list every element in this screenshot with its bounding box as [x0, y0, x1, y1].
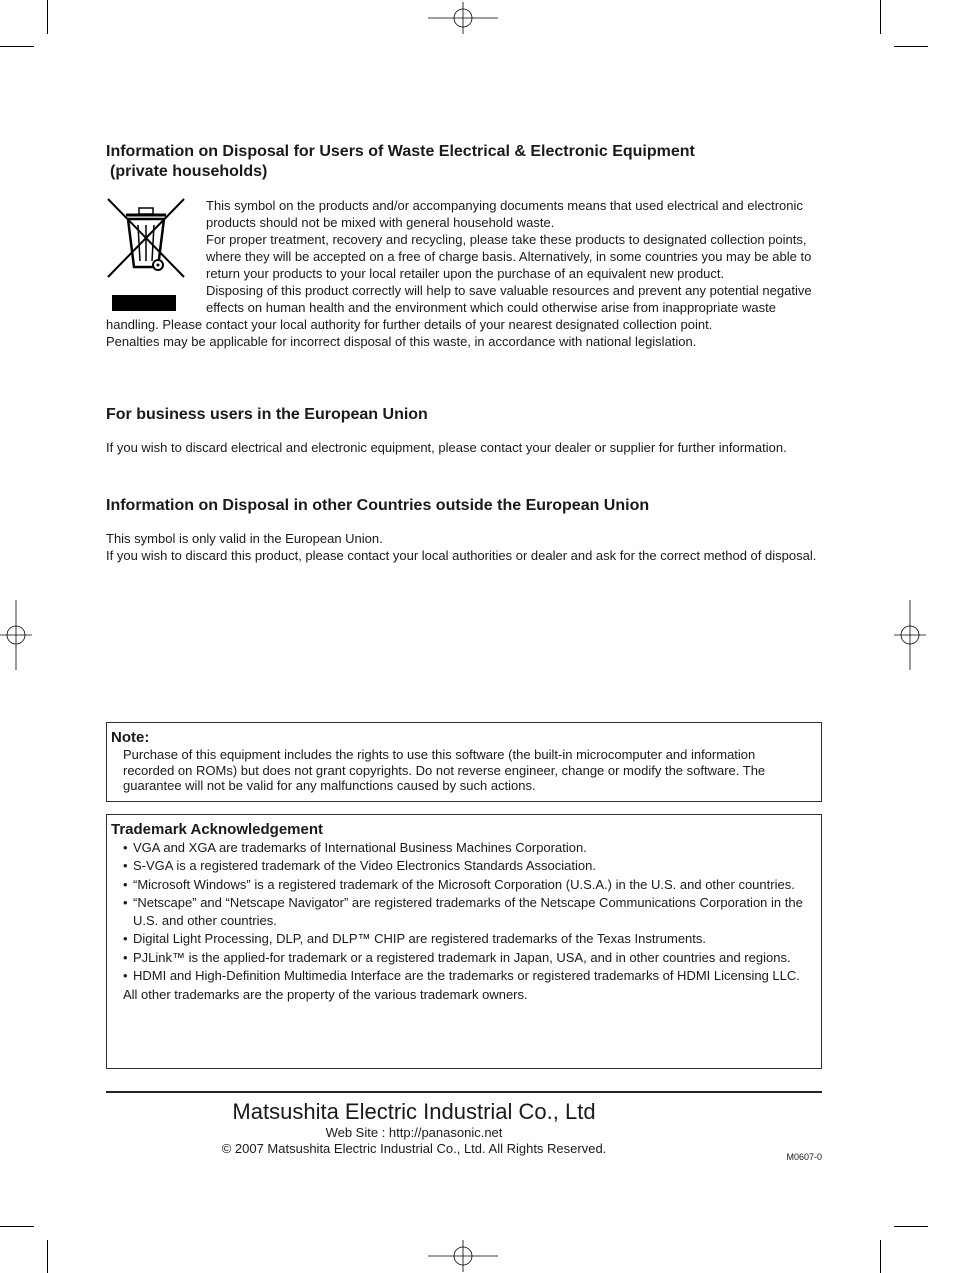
crop-mark — [0, 46, 34, 47]
trademark-box — [106, 814, 822, 1069]
disposal-paragraph: Penalties may be applicable for incorrect disposal of this waste, in accordance with national legislation. — [106, 334, 697, 349]
document-code: M0607-0 — [786, 1152, 822, 1162]
list-item: • PJLink™ is the applied-for trademark or a registered trademark in Japan, USA, and in other countries and regions. — [123, 949, 817, 967]
business-text: If you wish to discard electrical and electronic equipment, please contact your dealer or supplier for further information. — [106, 440, 787, 455]
list-item: • “Netscape” and “Netscape Navigator” are registered trademarks of the Netscape Communications Corporation in the U.S. and other countries. — [123, 894, 817, 931]
trademark-footer: All other trademarks are the property of the various trademark owners. — [123, 987, 528, 1003]
note-title: Note: — [111, 729, 150, 746]
list-item: • VGA and XGA are trademarks of International Business Machines Corporation. — [123, 839, 817, 857]
website: Web Site : http://panasonic.net — [325, 1125, 503, 1140]
trademark-list — [111, 839, 817, 985]
crop-mark — [894, 1226, 928, 1227]
crop-mark — [0, 1226, 34, 1227]
crop-mark — [880, 1240, 881, 1273]
registration-mark-icon — [428, 1240, 498, 1272]
list-item: • “Microsoft Windows” is a registered trademark of the Microsoft Corporation (U.S.A.) in the U.S. and other countries. — [123, 876, 817, 894]
list-item: • HDMI and High-Definition Multimedia Interface are the trademarks or registered trademarks of HDMI Licensing LLC. — [123, 967, 817, 985]
list-item: • Digital Light Processing, DLP, and DLP™ CHIP are registered trademarks of the Texas Instruments. — [123, 930, 817, 948]
disposal-body — [106, 197, 822, 350]
disposal-heading — [106, 142, 822, 182]
outside-eu-heading: Information on Disposal in other Countries outside the European Union — [106, 497, 650, 514]
registration-mark-icon — [894, 600, 926, 670]
trademark-title: Trademark Acknowledgement — [111, 821, 324, 838]
crop-mark — [880, 0, 881, 34]
footer-rule — [106, 1091, 822, 1093]
crossed-out-wheelie-bin-icon — [106, 197, 186, 315]
note-box — [106, 722, 822, 802]
list-item: • S-VGA is a registered trademark of the Video Electronics Standards Association. — [123, 857, 817, 875]
business-heading: For business users in the European Union — [106, 406, 428, 423]
crop-mark — [894, 46, 928, 47]
disposal-paragraph: This symbol on the products and/or accompanying documents means that used electrical and electronic products should not be mixed with general household waste. — [206, 198, 803, 230]
note-text: Purchase of this equipment includes the rights to use this software (the built-in microcomputer and information recorded on ROMs) but does not grant copyrights. Do not reverse engineer, change or modify the software. The guarantee will not be valid for any malfunctions caused by such actions. — [123, 747, 766, 793]
outside-eu-line2: If you wish to discard this product, please contact your local authorities or dealer and ask for the correct method of disposal. — [106, 548, 817, 563]
weee-symbol — [106, 197, 206, 315]
crop-mark — [47, 0, 48, 34]
business-section — [106, 405, 822, 456]
registration-mark-icon — [428, 2, 498, 34]
outside-eu-line1: This symbol is only valid in the European Union. — [106, 531, 383, 546]
disposal-paragraph: Disposing of this product correctly will help to save valuable resources and prevent any potential negative effects on human health and the environment which could otherwise arise from inappropriate waste handling. Please contact your local authority for further details of your nearest designated collection point. — [106, 283, 812, 332]
disposal-section — [106, 142, 822, 350]
crop-mark — [47, 1240, 48, 1273]
outside-eu-section — [106, 496, 822, 564]
company-name: Matsushita Electric Industrial Co., Ltd — [232, 1099, 596, 1124]
disposal-heading-line1: Information on Disposal for Users of Waste Electrical & Electronic Equipment — [106, 143, 695, 160]
disposal-paragraph: For proper treatment, recovery and recycling, please take these products to designated collection points, where they will be accepted on a free of charge basis. Alternatively, in some countries you may be able to return your products to your local retailer upon the purchase of an equivalent new product. — [206, 232, 812, 281]
copyright: © 2007 Matsushita Electric Industrial Co., Ltd. All Rights Reserved. — [221, 1141, 607, 1156]
registration-mark-icon — [0, 600, 32, 670]
disposal-heading-line2: (private households) — [110, 163, 268, 180]
